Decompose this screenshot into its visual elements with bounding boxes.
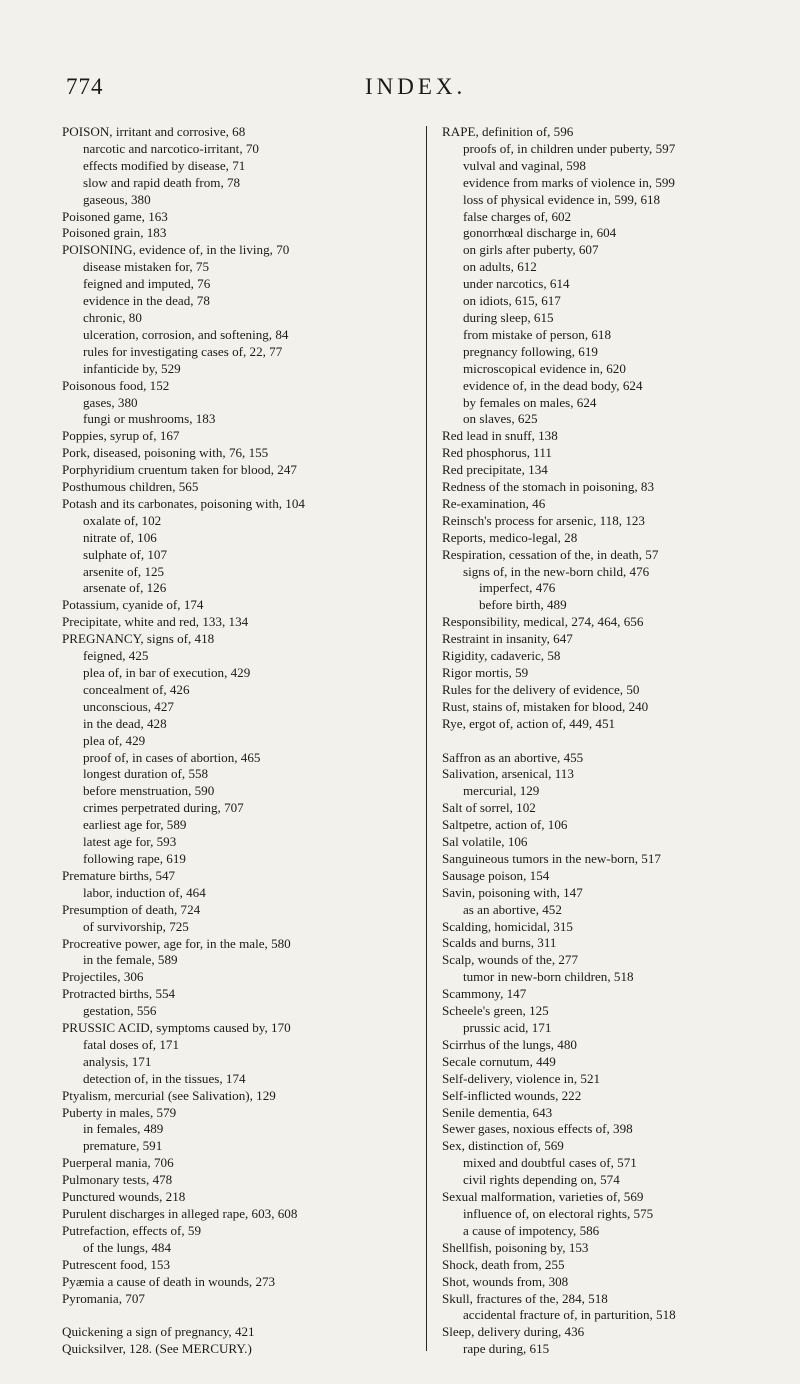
- index-subentry: of survivorship, 725: [83, 918, 189, 934]
- index-subentry: concealment of, 426: [83, 681, 190, 697]
- index-entry: Poisonous food, 152: [62, 377, 170, 393]
- index-entry: Presumption of death, 724: [62, 901, 201, 917]
- index-entry: Rigidity, cadaveric, 58: [442, 648, 561, 664]
- index-subentry: narcotic and narcotico-irritant, 70: [83, 140, 259, 156]
- index-subentry: longest duration of, 558: [83, 766, 209, 782]
- index-entry: Pyromania, 707: [62, 1290, 145, 1306]
- index-entry: Responsibility, medical, 274, 464, 656: [442, 614, 644, 630]
- index-subentry: nitrate of, 106: [83, 529, 157, 545]
- index-entry: Putrescent food, 153: [62, 1256, 171, 1272]
- index-entry: Porphyridium cruentum taken for blood, 247: [62, 462, 297, 478]
- index-subentry: disease mistaken for, 75: [83, 259, 210, 275]
- index-entry: RAPE, definition of, 596: [442, 124, 574, 139]
- index-subentry: signs of, in the new-born child, 476: [463, 563, 650, 579]
- index-subentry: of the lungs, 484: [83, 1239, 172, 1255]
- index-entry: Potash and its carbonates, poisoning with, 104: [62, 495, 305, 511]
- index-subentry: proofs of, in children under puberty, 597: [463, 140, 676, 156]
- index-subentry: slow and rapid death from, 78: [83, 174, 241, 190]
- index-subentry: sulphate of, 107: [83, 546, 168, 562]
- index-entry: Sleep, delivery during, 436: [442, 1324, 585, 1340]
- index-entry: Red precipitate, 134: [442, 462, 548, 478]
- index-subentry: tumor in new-born children, 518: [463, 969, 634, 985]
- index-subentry: mercurial, 129: [463, 783, 540, 799]
- index-entry: PRUSSIC ACID, symptoms caused by, 170: [62, 1020, 291, 1036]
- index-subentry: gonorrhœal discharge in, 604: [463, 225, 617, 241]
- index-subentry: gases, 380: [83, 394, 138, 410]
- index-entry: Self-delivery, violence in, 521: [442, 1070, 601, 1086]
- index-subentry: plea of, in bar of execution, 429: [83, 665, 251, 680]
- index-subentry: gestation, 556: [83, 1003, 157, 1019]
- index-subentry: before birth, 489: [479, 597, 567, 613]
- index-subentry: before menstruation, 590: [83, 783, 215, 799]
- section-gap: [62, 1307, 407, 1324]
- index-entry: Scirrhus of the lungs, 480: [442, 1036, 577, 1052]
- index-entry: Rules for the delivery of evidence, 50: [442, 681, 640, 697]
- index-subentry: as an abortive, 452: [463, 901, 562, 917]
- index-entry: Shellfish, poisoning by, 153: [442, 1239, 589, 1255]
- index-entry: Pulmonary tests, 478: [62, 1172, 173, 1188]
- index-subentry: prussic acid, 171: [463, 1020, 552, 1036]
- index-entry: Rigor mortis, 59: [442, 665, 529, 680]
- index-entry: Sewer gases, noxious effects of, 398: [442, 1121, 633, 1137]
- index-entry: Purulent discharges in alleged rape, 603, 608: [62, 1206, 298, 1221]
- index-subentry: on girls after puberty, 607: [463, 242, 599, 258]
- section-gap: [442, 733, 797, 750]
- index-subentry: plea of, 429: [83, 732, 146, 748]
- index-entry: Skull, fractures of the, 284, 518: [442, 1290, 608, 1306]
- index-subentry: from mistake of person, 618: [463, 326, 612, 342]
- index-entry: Poisoned grain, 183: [62, 225, 167, 241]
- index-entry: Saltpetre, action of, 106: [442, 817, 568, 833]
- index-subentry: unconscious, 427: [83, 698, 174, 714]
- index-column-left: [62, 124, 407, 1358]
- index-subentry: arsenite of, 125: [83, 563, 165, 579]
- index-entry: Posthumous children, 565: [62, 479, 199, 495]
- index-subentry: by females on males, 624: [463, 394, 597, 410]
- index-entry: Procreative power, age for, in the male, 580: [62, 935, 291, 951]
- index-entry: Precipitate, white and red, 133, 134: [62, 614, 249, 630]
- index-subentry: vulval and vaginal, 598: [463, 157, 586, 173]
- index-subentry: evidence of, in the dead body, 624: [463, 377, 643, 393]
- page-number: 774: [66, 74, 104, 99]
- index-entry: POISON, irritant and corrosive, 68: [62, 124, 246, 139]
- index-subentry: accidental fracture of, in parturition, 518: [463, 1307, 676, 1323]
- index-entry: Protracted births, 554: [62, 986, 176, 1002]
- index-entry: Shot, wounds from, 308: [442, 1273, 569, 1289]
- index-subentry: under narcotics, 614: [463, 276, 570, 292]
- index-subentry: on adults, 612: [463, 259, 537, 275]
- index-subentry: feigned, 425: [83, 648, 149, 664]
- index-entry: Quicksilver, 128. (See MERCURY.): [62, 1341, 252, 1357]
- index-subentry: false charges of, 602: [463, 208, 572, 224]
- column-divider: [426, 126, 427, 1351]
- index-entry: Saffron as an abortive, 455: [442, 749, 584, 765]
- index-subentry: arsenate of, 126: [83, 580, 167, 596]
- index-entry: Salivation, arsenical, 113: [442, 766, 574, 782]
- index-entry: Putrefaction, effects of, 59: [62, 1222, 202, 1238]
- index-subentry: loss of physical evidence in, 599, 618: [463, 191, 661, 207]
- index-subentry: evidence from marks of violence in, 599: [463, 174, 675, 190]
- index-entry: Sexual malformation, varieties of, 569: [442, 1189, 644, 1205]
- index-subentry: latest age for, 593: [83, 834, 177, 850]
- index-entry: Rye, ergot of, action of, 449, 451: [442, 715, 616, 731]
- index-entry: Ptyalism, mercurial (see Salivation), 129: [62, 1087, 276, 1103]
- index-entry: Restraint in insanity, 647: [442, 631, 573, 647]
- index-subentry: a cause of impotency, 586: [463, 1222, 600, 1238]
- index-entry: Rust, stains of, mistaken for blood, 240: [442, 698, 649, 714]
- index-entry: Sausage poison, 154: [442, 867, 550, 883]
- index-subentry: feigned and imputed, 76: [83, 276, 211, 292]
- index-subentry: in the female, 589: [83, 952, 178, 968]
- index-subentry: chronic, 80: [83, 309, 142, 325]
- page-header: [0, 74, 800, 104]
- index-entry: Shock, death from, 255: [442, 1256, 565, 1272]
- index-subentry: labor, induction of, 464: [83, 884, 206, 900]
- index-entry: Scheele's green, 125: [442, 1003, 549, 1019]
- index-entry: Scammony, 147: [442, 986, 527, 1002]
- index-subentry: in the dead, 428: [83, 715, 167, 731]
- index-entry: Puberty in males, 579: [62, 1104, 177, 1120]
- index-subentry: ulceration, corrosion, and softening, 84: [83, 326, 289, 342]
- index-entry: Sex, distinction of, 569: [442, 1138, 564, 1154]
- index-subentry: premature, 591: [83, 1138, 163, 1154]
- index-entry: Scalds and burns, 311: [442, 935, 557, 951]
- running-title: INDEX.: [365, 74, 467, 99]
- index-subentry: rules for investigating cases of, 22, 77: [83, 343, 283, 359]
- index-entry: Sanguineous tumors in the new-born, 517: [442, 850, 661, 866]
- index-entry: POISONING, evidence of, in the living, 70: [62, 242, 290, 258]
- index-subentry: detection of, in the tissues, 174: [83, 1070, 246, 1086]
- index-subentry: during sleep, 615: [463, 309, 554, 325]
- index-entry: Scalp, wounds of the, 277: [442, 952, 579, 968]
- index-entry: Premature births, 547: [62, 867, 176, 883]
- index-subentry: fungi or mushrooms, 183: [83, 411, 216, 427]
- index-entry: Projectiles, 306: [62, 969, 144, 985]
- index-entry: Secale cornutum, 449: [442, 1053, 556, 1069]
- index-entry: Poppies, syrup of, 167: [62, 428, 180, 444]
- index-entry: Sal volatile, 106: [442, 834, 528, 850]
- index-entry: Self-inflicted wounds, 222: [442, 1087, 582, 1103]
- index-subentry: earliest age for, 589: [83, 817, 187, 833]
- index-entry: Potassium, cyanide of, 174: [62, 597, 204, 613]
- index-entry: Savin, poisoning with, 147: [442, 884, 583, 900]
- index-subentry: analysis, 171: [83, 1053, 152, 1069]
- index-subentry: fatal doses of, 171: [83, 1036, 179, 1052]
- index-subentry: on slaves, 625: [463, 411, 538, 427]
- index-entry: PREGNANCY, signs of, 418: [62, 631, 215, 647]
- index-entry: Poisoned game, 163: [62, 208, 168, 224]
- index-entry: Reinsch's process for arsenic, 118, 123: [442, 512, 645, 528]
- index-subentry: rape during, 615: [463, 1341, 550, 1357]
- index-entry: Pyæmia a cause of death in wounds, 273: [62, 1273, 276, 1289]
- index-subentry: proof of, in cases of abortion, 465: [83, 749, 261, 765]
- index-entry: Respiration, cessation of the, in death, 57: [442, 546, 659, 562]
- index-subentry: mixed and doubtful cases of, 571: [463, 1155, 637, 1171]
- index-subentry: civil rights depending on, 574: [463, 1172, 620, 1188]
- index-entry: Scalding, homicidal, 315: [442, 918, 573, 934]
- index-subentry: infanticide by, 529: [83, 360, 181, 376]
- index-subentry: following rape, 619: [83, 850, 186, 866]
- index-entry: Re-examination, 46: [442, 495, 546, 511]
- index-column-right: [442, 124, 797, 1358]
- index-subentry: gaseous, 380: [83, 191, 151, 207]
- index-subentry: evidence in the dead, 78: [83, 293, 210, 309]
- index-subentry: oxalate of, 102: [83, 512, 162, 528]
- index-subentry: effects modified by disease, 71: [83, 157, 246, 173]
- index-subentry: microscopical evidence in, 620: [463, 360, 626, 376]
- index-entry: Punctured wounds, 218: [62, 1189, 186, 1205]
- index-entry: Red phosphorus, 111: [442, 445, 552, 461]
- index-entry: Pork, diseased, poisoning with, 76, 155: [62, 445, 269, 461]
- index-entry: Salt of sorrel, 102: [442, 800, 536, 816]
- index-entry: Puerperal mania, 706: [62, 1155, 174, 1171]
- index-entry: Reports, medico-legal, 28: [442, 529, 578, 545]
- index-entry: Quickening a sign of pregnancy, 421: [62, 1324, 255, 1340]
- index-subentry: imperfect, 476: [479, 580, 556, 596]
- index-entry: Senile dementia, 643: [442, 1104, 553, 1120]
- index-subentry: in females, 489: [83, 1121, 164, 1137]
- index-entry: Redness of the stomach in poisoning, 83: [442, 479, 655, 495]
- index-entry: Red lead in snuff, 138: [442, 428, 558, 444]
- index-subentry: on idiots, 615, 617: [463, 293, 561, 309]
- index-subentry: influence of, on electoral rights, 575: [463, 1205, 654, 1221]
- index-subentry: crimes perpetrated during, 707: [83, 800, 244, 816]
- index-subentry: pregnancy following, 619: [463, 343, 598, 359]
